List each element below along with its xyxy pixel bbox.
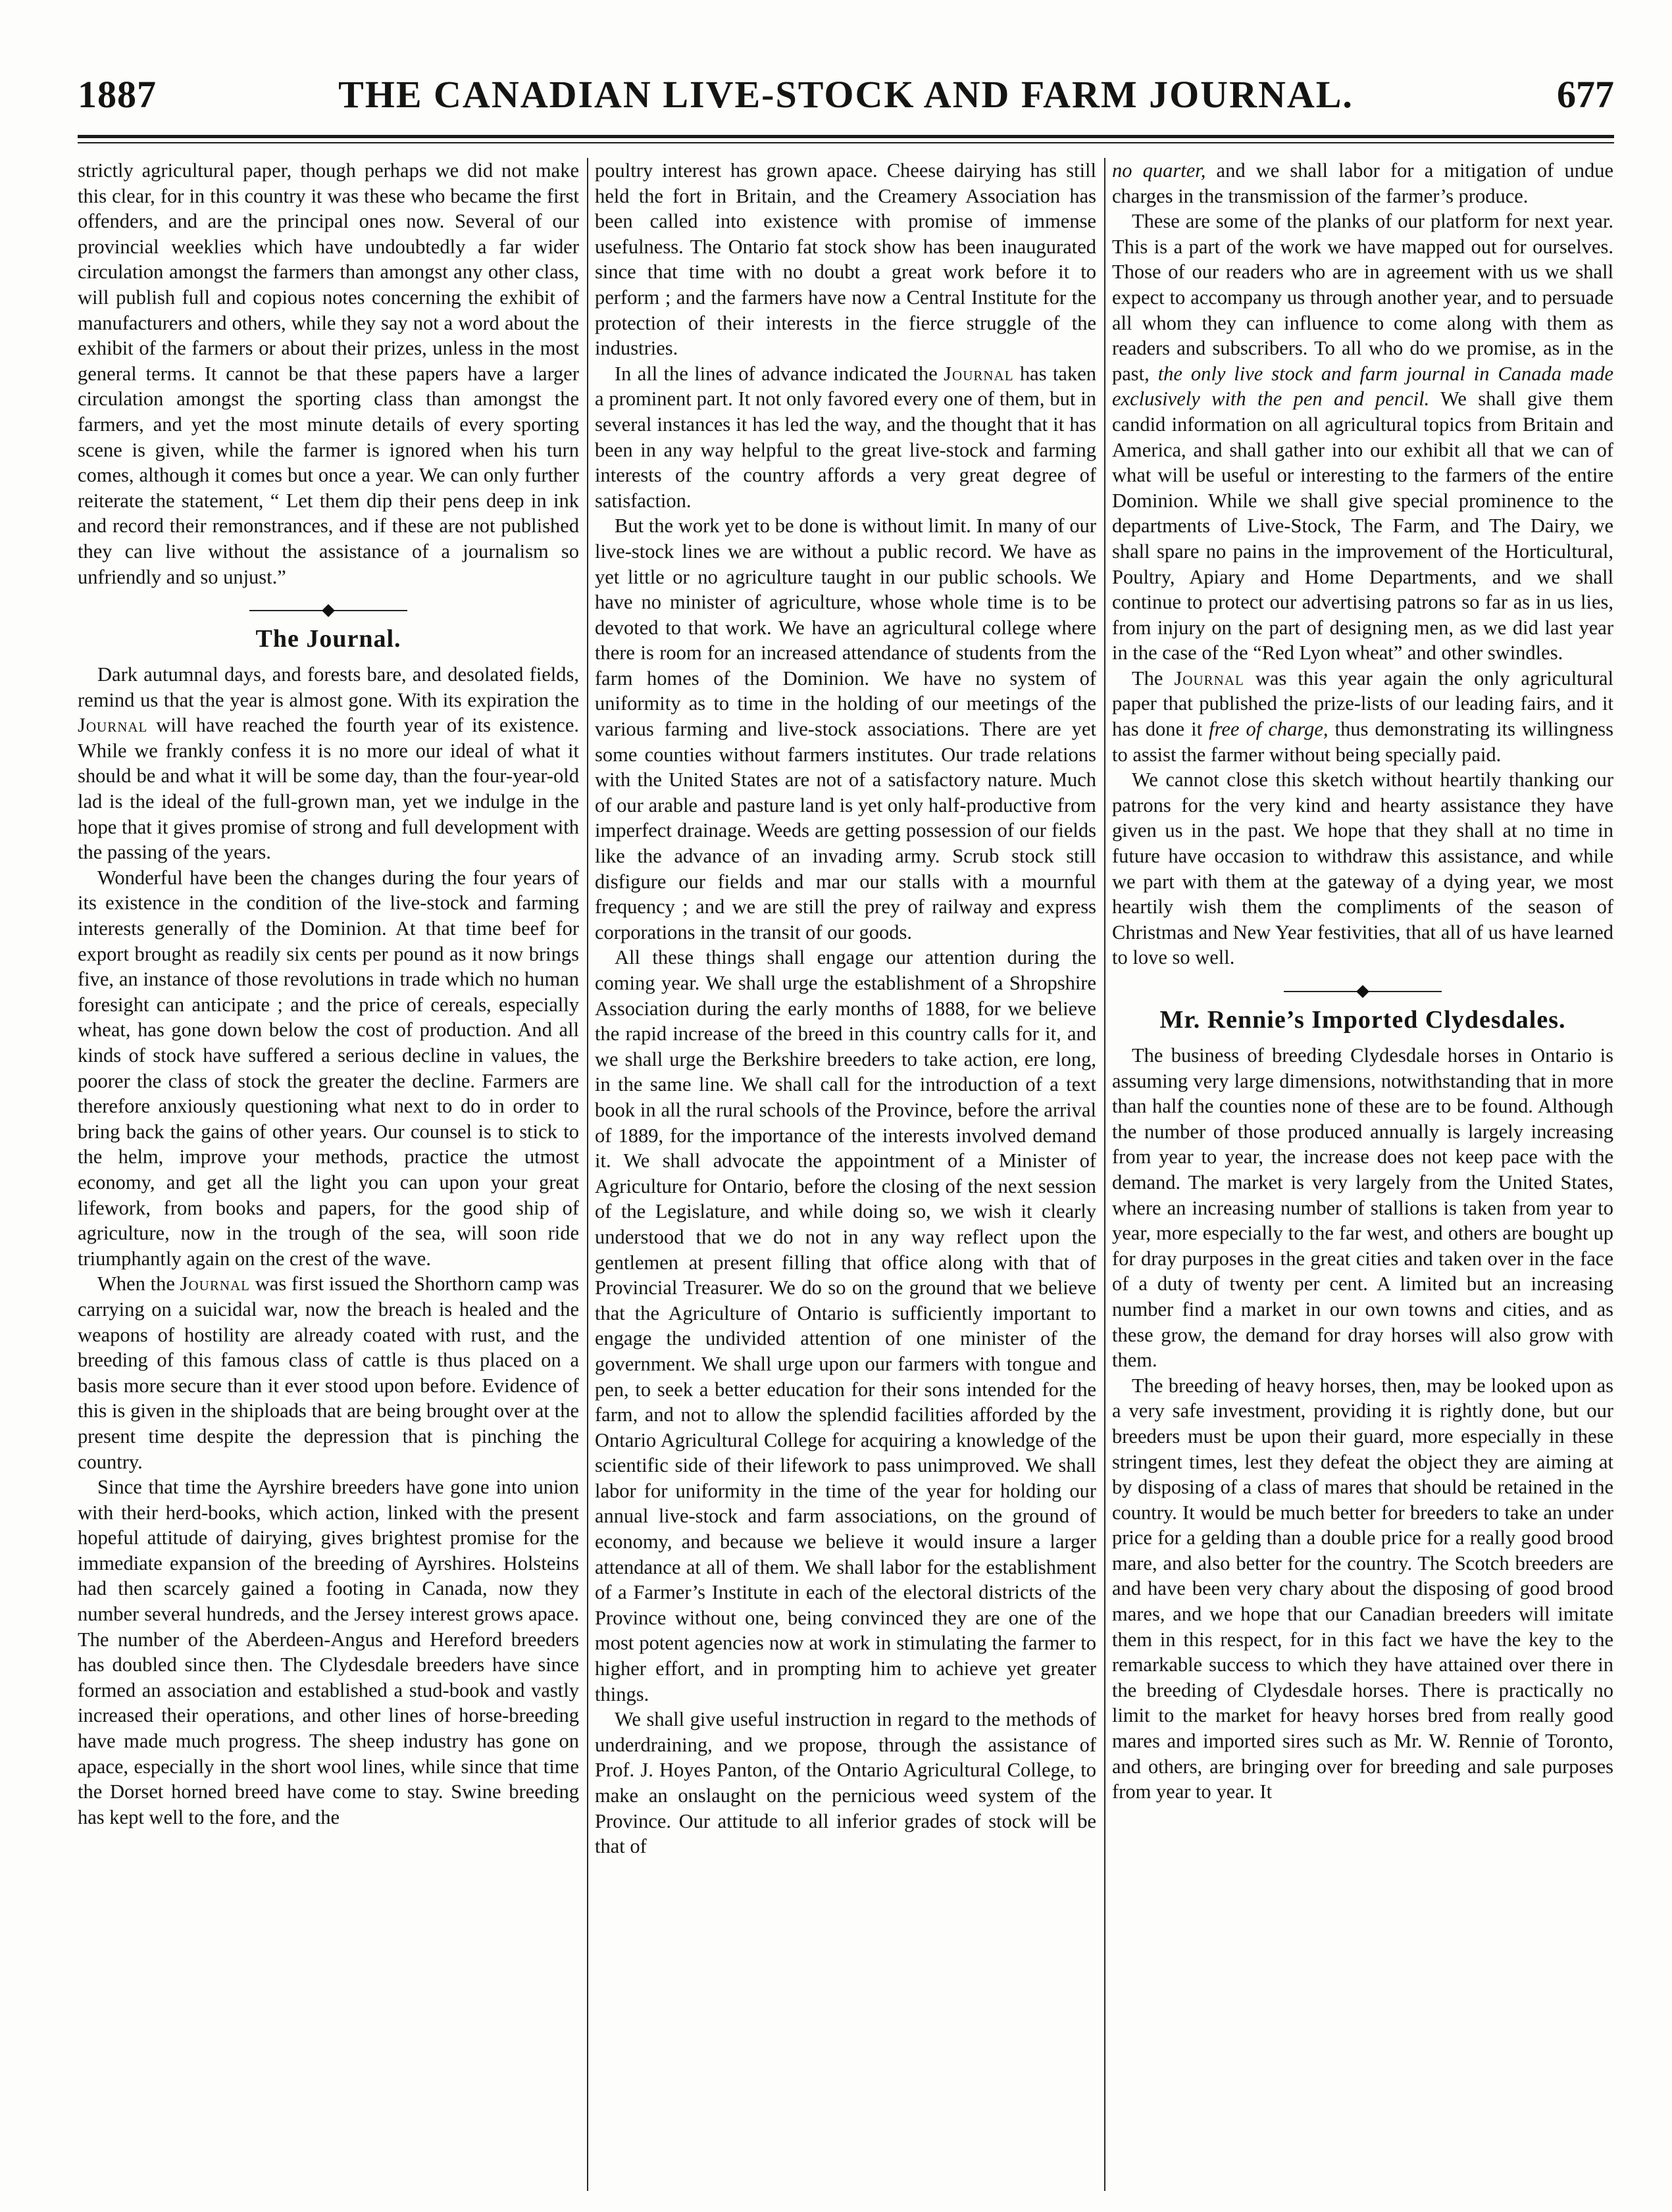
paragraph: We cannot close this sketch without heartily thanking our patrons for the very kind and hearty assistance they have given us in the past. We hope that they shall at no time in future have occasion to withdraw this assistance, and while we part with them at the gateway of a dying year, we most heartily wish them the compliments of the season of Christmas and New Year festivities, that all of us have learned to love so well. — [1112, 768, 1613, 969]
column-2 — [595, 158, 1096, 2191]
paragraph: These are some of the planks of our platform for next year. This is a part of the work we have mapped out for ourselves. Those of our readers who are in agreement with us we shall expect to accompany us through another year, and to persuade all whom they can influence to come along with them as readers and subscribers. To all who do we promise, as in the past, the only live stock and farm journal in Canada made exclusively with the pen and pencil. We shall give them candid information on all agricultural topics from Britain and America, and shall gather into our exhibit all that we can of what will be useful or interesting to the farmers of the entire Dominion. While we shall give special prominence to the departments of Live-Stock, The Farm, and The Dairy, we shall spare no pains in the improvement of the Horticultural, Poultry, Apiary and Home Departments, and we shall continue to protect our advertising patrons so far as in us lies, from injury on the part of designing men, as we did last year in the case of the “Red Lyon wheat” and other swindles. — [1112, 210, 1613, 665]
paragraph: Wonderful have been the changes during the four years of its existence in the condition of the live-stock and farming interests generally of the Dominion. At that time beef for export brought as readily six cents per pound as it now brings five, an instance of those revolutions in trade which no human foresight can anticipate ; and the price of cereals, especially wheat, has gone down below the cost of production. And all kinds of stock have suffered a serious decline in values, the poorer the class of stock the greater the decline. Farmers are therefore anxiously questioning what next to do in order to bring back the gains of other years. Our counsel is to stick to the helm, improve your methods, practice the utmost economy, and get all the light you can upon your great lifework, from books and papers, for the good ship of agriculture, now in the trough of the sea, will soon ride triumphantly again on the crest of the wave. — [78, 866, 579, 1270]
section-heading-clydesdales: Mr. Rennie’s Imported Clydesdales. — [1159, 1006, 1566, 1034]
section-separator — [249, 604, 407, 617]
header-title: THE CANADIAN LIVE-STOCK AND FARM JOURNAL. — [338, 73, 1354, 116]
column-divider-1 — [587, 158, 588, 2191]
page-number: 677 — [1557, 73, 1614, 116]
paragraph: All these things shall engage our attention during the coming year. We shall urge the establishment of a Shropshire Association during the early months of 1888, for we believe the rapid increase of the breed in this country calls for it, and we shall urge the Berkshire breeders to take action, ere long, in the same line. We shall call for the introduction of a text book in all the rural schools of the Province, before the arrival of 1889, for the importance of the interests involved demand it. We shall advocate the appointment of a Minister of Agriculture for Ontario, before the closing of the next session of the Legislature, and while doing so, we wish it clearly understood that we do not in any way reflect upon the gentlemen at present filling that office along with that of Provincial Treasurer. We do so on the ground that we believe that the Agriculture of Ontario is sufficiently important to engage the undivided attention of one minister of the government. We shall urge upon our farmers with tongue and pen, to seek a better education for their sons intended for the farm, and not to allow the splendid facilities afforded by the Ontario Agricultural College for acquiring a knowledge of the scientific side of their lifework to pass unimproved. We shall labor for uniformity in the time of the year for holding our annual live-stock and farm associations, on the ground of economy, and because we believe it would insure a larger attendance at all of them. We shall labor for the establishment of a Farmer’s Institute in each of the electoral districts of the Province without one, being convinced they are one of the most potent agencies now at work in stimulating the farmer to higher effort, and in prompting him to achieve yet greater things. — [595, 946, 1096, 1705]
header-rule-thick — [78, 135, 1614, 138]
running-head — [78, 72, 1614, 125]
paragraph: The Journal was this year again the only agricultural paper that published the prize-lists of our leading fairs, and it has done it free of charge, thus demonstrating its willingness to assist the farmer without being specially paid. — [1112, 666, 1613, 766]
section-separator — [1284, 985, 1442, 998]
paragraph: no quarter, and we shall labor for a mitigation of undue charges in the transmission of the farmer’s produce. — [1112, 159, 1613, 207]
paragraph: But the work yet to be done is without limit. In many of our live-stock lines we are without a public record. We have as yet little or no agriculture taught in our public schools. We have no minister of agriculture, whose whole time is to be devoted to that work. We have an agricultural college where there is room for an increased attendance of students from the farm homes of the Dominion. We have no system of uniformity as to time in the holding of our meetings of the various farming and live-stock associations. There are yet some counties without farmers institutes. Our trade relations with the United States are not of a satisfactory nature. Much of our arable and pasture land is yet only half-productive from imperfect drainage. Weeds are getting possession of our fields like the advance of an invading army. Scrub stock still disfigure our fields and mar our stalls with a mournful frequency ; and we are still the prey of railway and express corporations in the transit of our goods. — [595, 515, 1096, 943]
header-year: 1887 — [78, 73, 157, 116]
section-heading-journal: The Journal. — [255, 625, 401, 653]
column-1 — [78, 158, 579, 2191]
column-3 — [1112, 158, 1613, 2191]
paragraph: poultry interest has grown apace. Cheese dairying has still held the fort in Britain, and the Creamery Association has been called into existence with promise of immense usefulness. The Ontario fat stock show has been inaugurated since that time with no doubt a great work before it to perform ; and the farmers have now a Central Institute for the protection of their interests in the fierce struggle of the industries. — [595, 159, 1096, 360]
paragraph: We shall give useful instruction in regard to the methods of underdraining, and we propose, through the assistance of Prof. J. Hoyes Panton, of the Ontario Agricultural College, to make an onslaught on the pernicious weed system of the Province. Our attitude to all inferior grades of stock will be that of — [595, 1708, 1096, 1858]
paragraph: When the Journal was first issued the Shorthorn camp was carrying on a suicidal war, now the breach is healed and the weapons of hostility are already coated with rust, and the breeding of this famous class of cattle is thus placed on a basis more secure than it ever stood upon before. Evidence of this is given in the shiploads that are being brought over at the present time despite the depression that is pinching the country. — [78, 1272, 579, 1473]
paragraph: The business of breeding Clydesdale horses in Ontario is assuming very large dimensions, notwithstanding that in more than half the counties none of these are to be found. Although the number of those produced annually is largely increasing from year to year, the increase does not keep pace with the demand. The market is very largely from the United States, where an increasing number of stallions is taken from year to year, more especially to the far west, and others are bought up for dray purposes in the great cities and taken over in the face of a duty of twenty per cent. A limited but an increasing number find a market in our own towns and cities, and as these grow, the demand for dray horses will also grow with them. — [1112, 1044, 1613, 1372]
paragraph: Dark autumnal days, and forests bare, and desolated fields, remind us that the year is almost gone. With its expiration the Journal will have reached the fourth year of its existence. While we frankly confess it is no more our ideal of what it should be and what it will be some day, than the four-year-old lad is the ideal of the full-grown man, yet we indulge in the hope that it gives promise of strong and full development with the passing of the years. — [78, 663, 579, 864]
paragraph: Since that time the Ayrshire breeders have gone into union with their herd-books, which action, linked with the present hopeful attitude of dairying, gives brightest promise for the immediate expansion of the breeding of Ayrshires. Holsteins had then scarcely gained a footing in Canada, now they number several hundreds, and the Jersey interest grows apace. The number of the Aberdeen-Angus and Hereford breeders has doubled since then. The Clydesdale breeders have since formed an association and established a stud-book and vastly increased their operations, and other lines of horse-breeding have made much progress. The sheep industry has gone on apace, especially in the short wool lines, while since that time the Dorset horned breed have come to stay. Swine breeding has kept well to the fore, and the — [78, 1476, 579, 1828]
header-rule-thin — [78, 142, 1614, 143]
paragraph: strictly agricultural paper, though perhaps we did not make this clear, for in this country it was these who became the first offenders, and are the principal ones now. Several of our provincial weeklies which have undoubtedly a far wider circulation amongst the farmers than amongst any other class, will publish full and copious notes concerning the exhibit of manufacturers and others, while they say not a word about the exhibit of the farmers or about their prizes, unless in the most general terms. It cannot be that these papers have a larger circulation amongst the sporting class than amongst the farmers, and yet the most minute details of every sporting scene is given, while the farmer is ignored when his turn comes, although it comes but once a year. We can only further reiterate the statement, “ Let them dip their pens deep in ink and record their remonstrances, and if these are not published they can live without the assistance of a journalism so unfriendly and so unjust.” — [78, 159, 579, 588]
paragraph: The breeding of heavy horses, then, may be looked upon as a very safe investment, providing it is rightly done, but our breeders must be upon their guard, more especially in these stringent times, lest they defeat the object they are aiming at by disposing of a class of mares that should be retained in the country. It would be much better for breeders to take an under price for a gelding than a double price for a really good brood mare, and also better for the country. The Scotch breeders are and have been very chary about the disposing of good brood mares, and we hope that our Canadian breeders will imitate them in this respect, for in this fact we have the key to the remarkable success to which they have attained over there in the breeding of Clydesdale horses. There is practically no limit to the market for heavy horses bred from really good mares and imported sires such as Mr. W. Rennie of Toronto, and others, are bringing over for breeding and sale purposes from year to year. It — [1112, 1374, 1613, 1803]
paragraph: In all the lines of advance indicated the Journal has taken a prominent part. It not only favored every one of them, but in several instances it has led the way, and the thought that it has been in any way helpful to the great live-stock and farming interests of the country affords a very great degree of satisfaction. — [595, 362, 1096, 512]
column-divider-2 — [1104, 158, 1105, 2191]
